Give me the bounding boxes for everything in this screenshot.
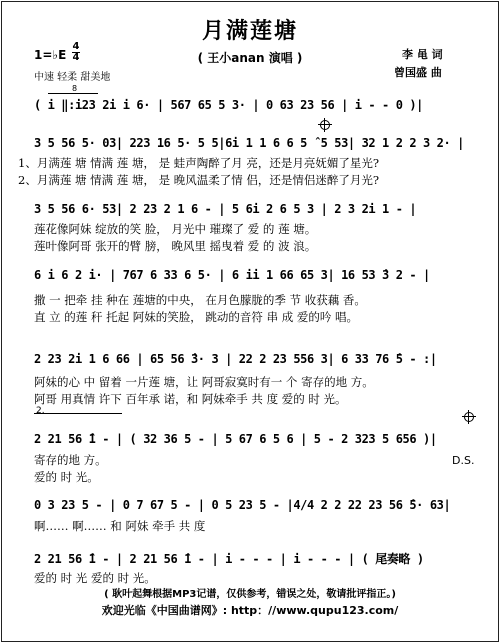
lyric-row-2-verse-2: 2、月满莲 塘 情满 莲 塘， 是 晚风温柔了情 侣，还是情侣迷醉了月光?: [18, 173, 380, 187]
time-signature: [72, 42, 80, 63]
singer-credit: ( 王小anan 演唱 ): [197, 51, 303, 65]
meter-bottom: 4: [72, 52, 80, 63]
notation-row-1: ( i ‖:i23 2i i 6· | 567 65 5 3· | 0 63 23 56 | i - - 0 )|: [34, 98, 424, 112]
lyric-row-4-verse-1: 撒 一 把牵 挂 种在 莲塘的中央， 在月色朦胧的季 节 收获藕 香。: [34, 293, 366, 307]
lyric-row-6-verse-1: 寄存的地 方。: [34, 453, 107, 467]
notation-row-3: 3 5 56 6· 53| 2 23 2 1 6 - | 5 6i 2 6 5 3 | 2 3 2i 1 - |: [34, 202, 417, 216]
key-signature: 1=♭E: [34, 48, 67, 62]
coda-sign-end-icon: [464, 412, 474, 422]
notation-row-7: 0 3 23 5 - | 0 7 67 5 - | 0 5 23 5 - |4/4 2 2 22 23 56 ̂5· 63|: [34, 498, 451, 512]
lyric-row-6-verse-2: 爱的 时 光。: [34, 470, 99, 484]
lyric-row-5-verse-1: 阿妹的心 中 留着 一片莲 塘，让 阿哥寂寞时有一 个 寄存的地 方。: [34, 375, 374, 389]
website-welcome: 欢迎光临《中国曲谱网》: http：//www.qupu123.com/: [101, 604, 399, 617]
lyric-row-2-verse-1: 1、月满莲 塘 情满 莲 塘， 是 蛙声陶醉了月 亮，还是月亮妩媚了星光?: [18, 156, 380, 170]
da-segno-marking: D.S.: [452, 454, 475, 467]
lyric-row-5-verse-2: 阿哥 用真情 许下 百年承 诺，和 阿妹牵手 共 度 爱的 时 光。: [34, 392, 347, 406]
notation-row-2: 3 5 56 5· 03| 223 16 5· 5 5|6i 1 1 6 6 5 ̂ 5 53| 32 1 2 2 3 2· |: [34, 136, 464, 150]
composer-credit: 曾国盛 曲: [394, 66, 442, 79]
notation-row-5: 2 23 2i 1 6 66 | 65 56 ̂3· 3 | 22 2 23 556 3| 6 33 76 ̂5 - :|: [34, 352, 437, 366]
tempo-marking: 中速 轻柔 甜美地: [34, 72, 111, 83]
lyric-row-3-verse-2: 莲叶像阿哥 张开的臂 膀， 晚风里 摇曳着 爱 的 波 浪。: [34, 239, 317, 253]
score-page: 月满莲塘 ( 王小anan 演唱 ) 李 黾 词 曾国盛 曲 1=♭E 4 4 中速 轻柔 甜美地 8 ( i ‖:i23 2i i 6· | 567 65 5 3· | 0 63 23 56 | i - - 0 )| 3 5 56 5· 03| 223 16 5· 5 5|6i 1 1 6 6 5 ̂ 5 53| 32 1 2 2 3 2· | 1、月满莲 塘 情满 莲 塘， 是 蛙声陶醉了月 亮，还是月亮妩媚了星光? 2、月满莲 塘 情满 莲 塘， 是 晚风温柔了情 侣，还是情侣迷醉了月光? 3 5 56 6· 53| 2 23 2 1 6 - | 5 6i 2 6 5 3 | 2 3 2i 1 - | 莲花像阿妹 绽放的笑 脸， 月光中 璀璨了 爱 的 莲 塘。 莲叶像阿哥 张开的臂 膀， 晚风里 摇曳着 爱 的 波 浪。 6 i 6 2 i· | 767 6 33 6 5· | 6 ii 1 66 65 3| 16 53 ̂3 2 - | 撒 一 把牵 挂 种在 莲塘的中央， 在月色朦胧的季 节 收获藕 香。 直 立 的莲 秆 托起 阿妹的笑脸， 跳动的音符 串 成 爱的吟 唱。 2 23 2i 1 6 66 | 65 56 ̂3· 3 | 22 2 23 556 3| 6 33 76 ̂5 - :| 阿妹的心 中 留着 一片莲 塘，让 阿哥寂寞时有一 个 寄存的地 方。 阿哥 用真情 许下 百年承 诺，和 阿妹牵手 共 度 爱的 时 光。 2. 2 21 56 ̂1 - | ( 32 36 5 - | 5 67 6 5 6 | 5 - 2 323 5 656 )| 寄存的地 方。 爱的 时 光。 D.S. 0 3 23 5 - | 0 7 67 5 - | 0 5 23 5 - |4/4 2 2 22 23 56 ̂5· 63| 啊…… 啊…… 和 阿妹 牵手 共 度 2 21 56 ̂1 - | 2 21 56 ̂1 - | i - - - | i - - - | ( 尾奏略 ) 爱的 时 光 爱的 时 光。 ( 耿叶起舞根据MP3记谱，仅供参考，错误之处，敬请批评指正。) 欢迎光临《中国曲谱网》: http：//www.qupu123.com/: [1, 1, 499, 642]
coda-sign-icon: [320, 120, 330, 130]
lyric-row-7: 啊…… 啊…… 和 阿妹 牵手 共 度: [34, 519, 206, 533]
song-title: 月满莲塘: [201, 19, 298, 44]
transcription-note: ( 耿叶起舞根据MP3记谱，仅供参考，错误之处，敬请批评指正。): [104, 589, 396, 600]
notation-row-4: 6 i 6 2 i· | 767 6 33 6 5· | 6 ii 1 66 65 3| 16 53 ̂3 2 - |: [34, 268, 430, 282]
lyricist-credit: 李 黾 词: [402, 48, 443, 61]
lyric-row-4-verse-2: 直 立 的莲 秆 托起 阿妹的笑脸， 跳动的音符 串 成 爱的吟 唱。: [34, 310, 359, 324]
lyric-row-3-verse-1: 莲花像阿妹 绽放的笑 脸， 月光中 璀璨了 爱 的 莲 塘。: [34, 222, 317, 236]
meter-top: 4: [72, 41, 80, 52]
notation-row-8: 2 21 56 ̂1 - | 2 21 56 ̂1 - | i - - - | i - - - | ( 尾奏略 ): [34, 552, 424, 566]
lyric-row-8: 爱的 时 光 爱的 时 光。: [34, 571, 156, 585]
notation-row-6: 2 21 56 ̂1 - | ( 32 36 5 - | 5 67 6 5 6 | 5 - 2 323 5 656 )|: [34, 432, 437, 446]
